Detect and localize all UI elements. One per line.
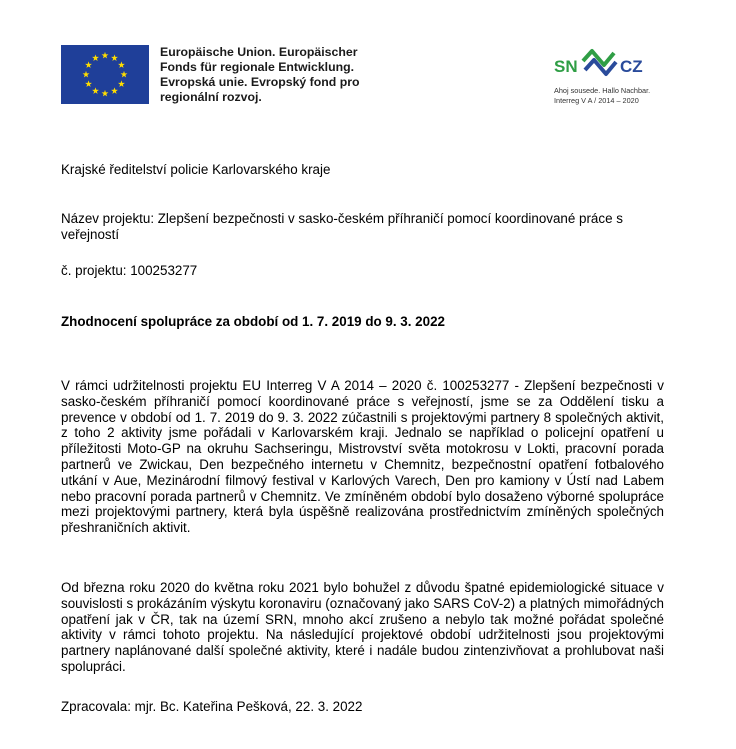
project-number: č. projektu: 100253277 — [61, 263, 198, 278]
report-heading: Zhodnocení spolupráce za období od 1. 7. 2019 do 9. 3. 2022 — [61, 314, 445, 329]
eu-stars-icon — [61, 45, 149, 104]
eu-star-icon — [92, 54, 99, 61]
sn-letters: SN — [554, 57, 578, 76]
eu-star-icon — [102, 90, 109, 97]
organization-name: Krajské ředitelství policie Karlovarského kraje — [61, 162, 331, 177]
eu-star-icon — [111, 87, 118, 94]
eu-star-icon — [111, 54, 118, 61]
logo-program: Interreg V A / 2014 – 2020 — [554, 96, 639, 105]
eu-star-icon — [85, 61, 92, 68]
eu-star-icon — [92, 87, 99, 94]
cz-letters: CZ — [620, 57, 643, 76]
body-paragraph-1: V rámci udržitelnosti projektu EU Interreg V A 2014 – 2020 č. 100253277 - Zlepšení bezpečnosti v sasko-českém příhraničí pomocí koordinované práce s veřejností, jsme se za Oddělení tisku a prevence v období od 1. 7. 2019 do 9. 3. 2022 zúčastnili s projektovými partnery 8 společných aktivit, z toho 2 aktivity jsme pořádali v Karlovarském kraji. Jednalo se například o policejní opatření u příležitosti Moto-GP na okruhu Sachseringu, Mistrovství světa motokrosu v Lokti, pracovní porada partnerů ve Zwickau, Den bezpečného internetu v Chemnitz, bezpečnostní opatření fotbalového utkání v Aue, Mezinárodní filmový festival v Karlových Varech, Den pro kamiony v Ústí nad Labem nebo pracovní porada partnerů v Chemnitz. Ve zmíněném období bylo dosaženo výborné spolupráce mezi projektovými partnery, která byla úspěšně realizována prostřednictvím zmíněných společných přeshraničních aktivit. — [61, 378, 664, 536]
eu-star-icon — [85, 80, 92, 87]
eu-flag-logo — [61, 45, 149, 104]
eu-text-line: Europäische Union. Europäischer — [160, 45, 358, 59]
eu-star-icon — [102, 52, 109, 59]
eu-star-icon — [83, 71, 90, 78]
sn-cz-mark-icon — [554, 43, 664, 83]
interreg-sn-cz-logo — [554, 43, 664, 113]
project-name: Název projektu: Zlepšení bezpečnosti v sasko-českém příhraničí pomocí koordinované práce s veřejností — [61, 211, 623, 242]
eu-text-line: regionální rozvoj. — [160, 90, 262, 104]
eu-star-icon — [118, 61, 125, 68]
eu-fund-text — [160, 45, 400, 105]
eu-text-line: Evropská unie. Evropský fond pro — [160, 75, 360, 89]
body-paragraph-2: Od března roku 2020 do května roku 2021 bylo bohužel z důvodu špatné epidemiologické situace v souvislosti s prokázáním výskytu koronaviru (označovaný jako SARS CoV-2) a platných mimořádných opatření jak v ČR, tak na území SRN, mnoho akcí zrušeno a nebylo tak možné pořádat společné aktivity v rámci tohoto projektu. Na následující projektové období udržitelnosti jsou projektovými partnery naplánované další společné aktivity, které i nadále budou zintenzivňovat a prohlubovat naši spolupráci. — [61, 580, 664, 674]
eu-text-line: Fonds für regionale Entwicklung. — [160, 60, 355, 74]
eu-star-icon — [121, 71, 128, 78]
logo-tagline: Ahoj sousede. Hallo Nachbar. — [554, 86, 651, 95]
eu-star-icon — [118, 80, 125, 87]
signature-line: Zpracovala: mjr. Bc. Kateřina Pešková, 22. 3. 2022 — [61, 699, 363, 714]
